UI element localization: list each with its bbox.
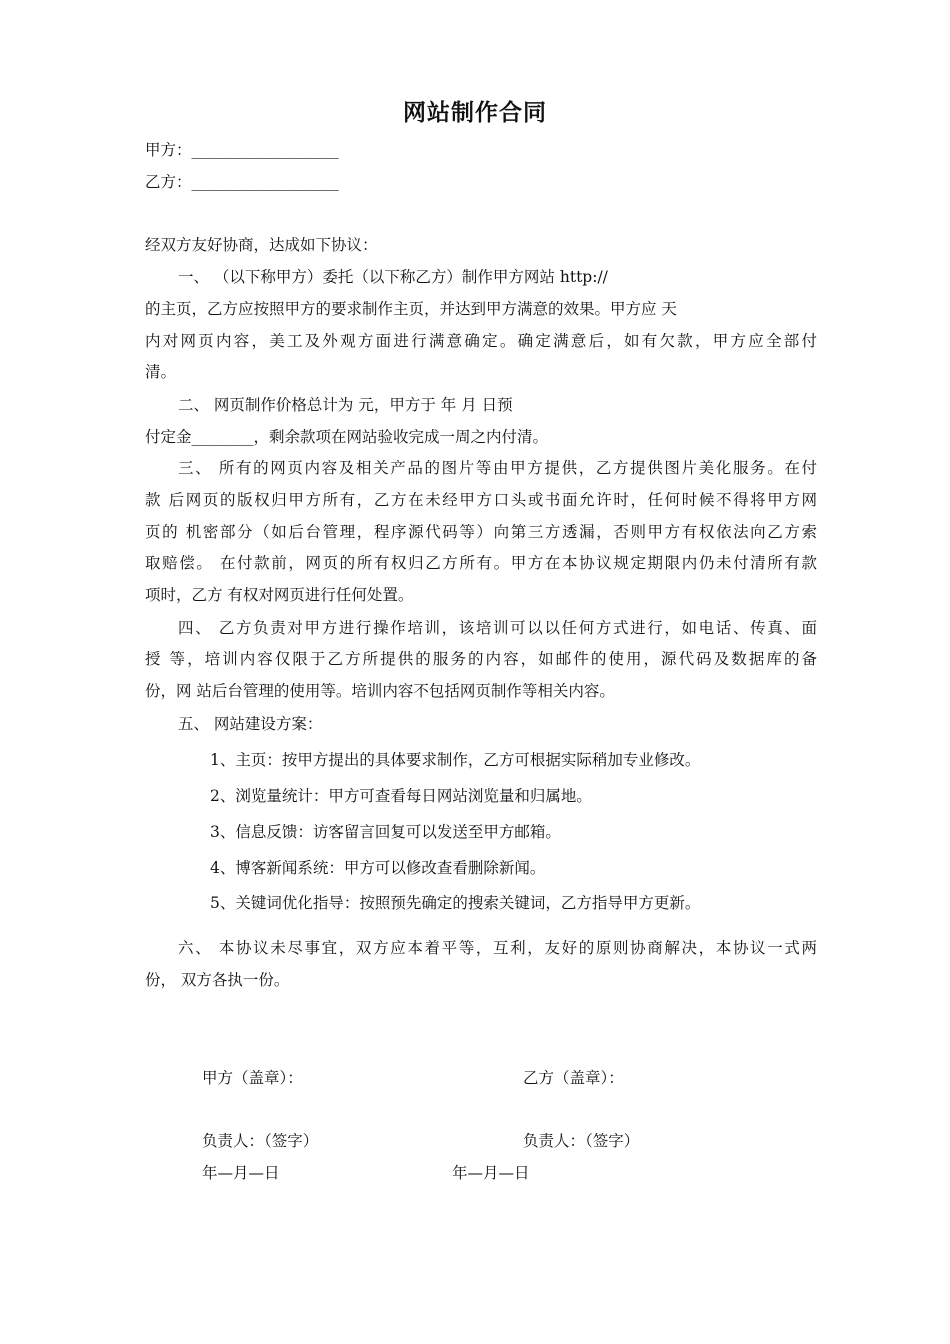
clause2-line1: 二、 网页制作价格总计为 元，甲方于 年 月 日预 — [178, 396, 513, 414]
clause3-line1: 三、 所有的网页内容及相关产品的图片等由甲方提供，乙方提供图片美化服务。在付 — [178, 459, 817, 477]
clause1-line4: 清。 — [145, 363, 177, 381]
clause2-line2: 付定金________，剩余款项在网站验收完成一周之内付清。 — [145, 428, 549, 446]
clause5-heading: 五、 网站建设方案： — [178, 715, 323, 733]
clause6-line2: 份， 双方各执一份。 — [145, 971, 290, 989]
party-a-seal-label: 甲方（盖章）： — [202, 1069, 303, 1087]
party-a-line: 甲方：___________________ — [145, 141, 339, 159]
clause4-line2: 授 等，培训内容仅限于乙方所提供的服务的内容，如邮件的使用，源代码及数据库的备 — [145, 650, 817, 668]
party-b-seal-label: 乙方（盖章）： — [523, 1069, 624, 1087]
clause3-line5: 项时，乙方 有权对网页进行任何处置。 — [145, 586, 414, 604]
clause3-line3: 页的 机密部分（如后台管理，程序源代码等）向第三方透漏，否则甲方有权依法向乙方索 — [145, 523, 817, 541]
party-b-signer-label: 负责人：（签字） — [523, 1132, 640, 1150]
document-title: 网站制作合同 — [403, 99, 547, 126]
clause5-item: 5、关键词优化指导：按照预先确定的搜索关键词，乙方指导甲方更新。 — [210, 894, 701, 912]
party-b-line: 乙方：___________________ — [145, 173, 339, 191]
clause5-item: 4、博客新闻系统：甲方可以修改查看删除新闻。 — [210, 859, 546, 877]
intro-text: 经双方友好协商，达成如下协议： — [145, 236, 378, 254]
clause1-line1: 一、 （以下称甲方）委托（以下称乙方）制作甲方网站 http:// — [178, 268, 608, 286]
party-a-signer-label: 负责人：（签字） — [202, 1132, 319, 1150]
clause5-item: 1、主页：按甲方提出的具体要求制作，乙方可根据实际稍加专业修改。 — [210, 751, 701, 769]
clause1-line2: 的主页，乙方应按照甲方的要求制作主页，并达到甲方满意的效果。甲方应 天 — [145, 300, 677, 318]
clause3-line4: 取赔偿。 在付款前，网页的所有权归乙方所有。甲方在本协议规定期限内仍未付清所有款 — [145, 554, 817, 572]
clause4-line3: 份，网 站后台管理的使用等。培训内容不包括网页制作等相关内容。 — [145, 682, 615, 700]
clause6-line1: 六、 本协议未尽事宜，双方应本着平等，互利，友好的原则协商解决，本协议一式两 — [178, 939, 817, 957]
party-a-date: 年—月—日 — [202, 1164, 280, 1182]
clause3-line2: 款 后网页的版权归甲方所有，乙方在未经甲方口头或书面允许时，任何时候不得将甲方网 — [145, 491, 817, 509]
party-b-date: 年—月—日 — [452, 1164, 530, 1182]
clause4-line1: 四、 乙方负责对甲方进行操作培训，该培训可以以任何方式进行，如电话、传真、面 — [178, 619, 817, 637]
clause5-item: 3、信息反馈：访客留言回复可以发送至甲方邮箱。 — [210, 823, 561, 841]
clause1-line3: 内对网页内容，美工及外观方面进行满意确定。确定满意后，如有欠款，甲方应全部付 — [145, 332, 817, 350]
clause5-item: 2、浏览量统计：甲方可查看每日网站浏览量和归属地。 — [210, 787, 592, 805]
